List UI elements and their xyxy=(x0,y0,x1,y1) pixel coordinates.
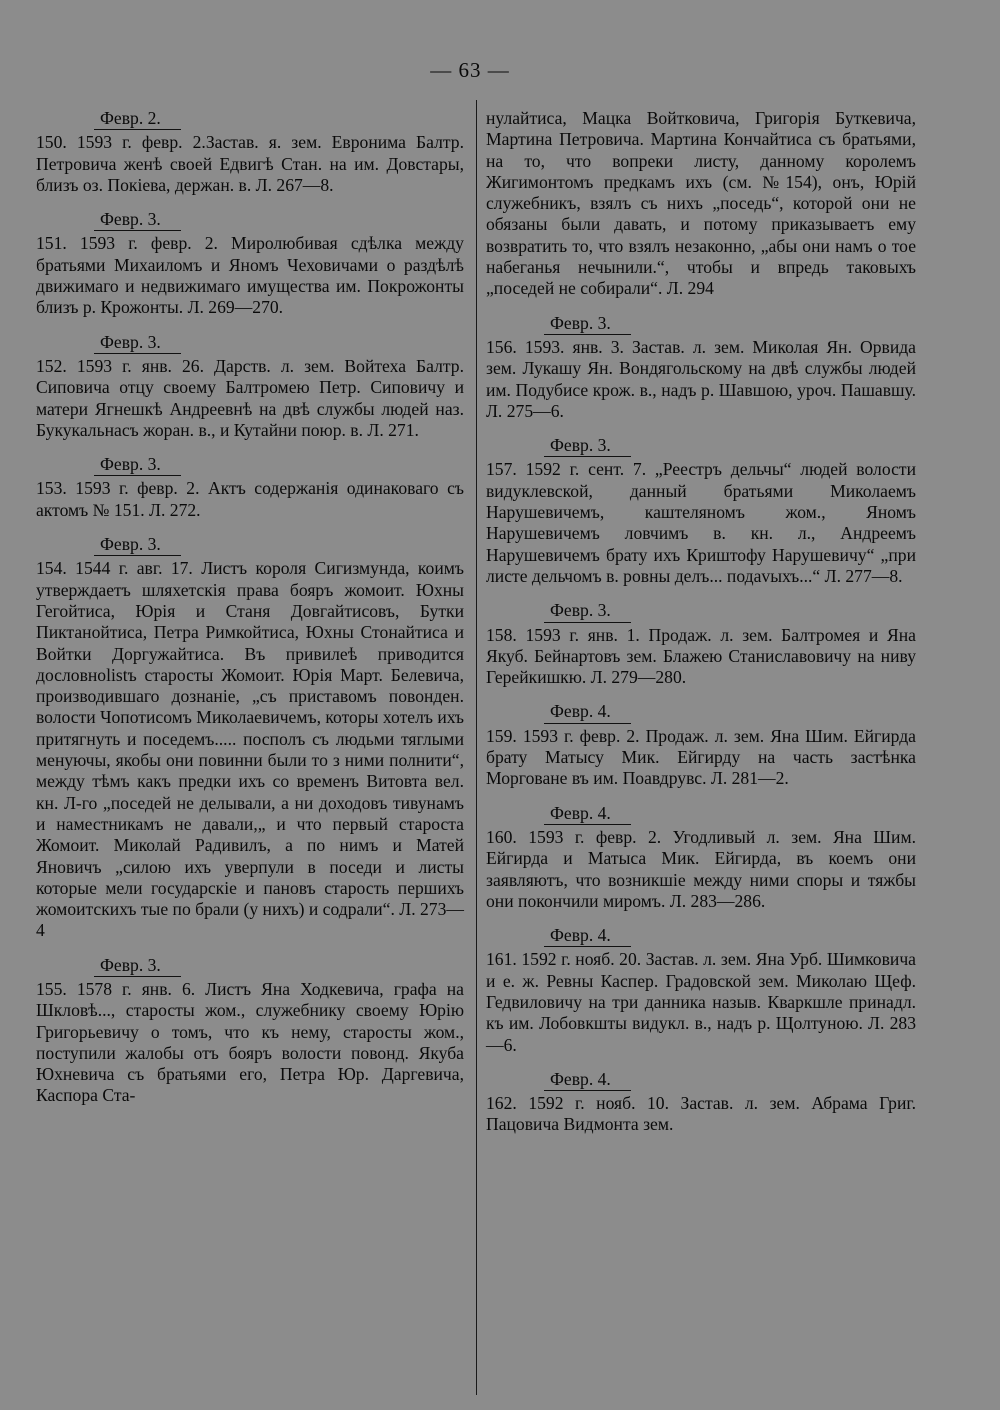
entry-text: 1592 г. сент. 7. „Реестръ дельчы“ людей волости видуклевской, данный братьями Миколаемъ Нарушевичемъ, каштеляномъ жом., Яномъ Нарушевичемъ ловчимъ в. кн. л., Андреемъ Нарушевичемъ брату ихъ Криштофу Нарушевичу“ „при листе дельчомъ в. ровны делъ... подаvыхъ...“ Л. 277—8. xyxy=(486,459,916,586)
entry-date: Февр. 2. xyxy=(94,108,181,130)
entry-number: 160. xyxy=(486,826,517,847)
entry-159 xyxy=(486,701,916,789)
entry-text: 1593 г. февр. 2. Угодливый л. зем. Яна Шим. Ейгирда и Матыса Мик. Ейгирда, въ коемъ они заявляютъ, что возникшiе между ними споры и тяжбы они покончили миромъ. Л. 283—286. xyxy=(486,826,917,911)
entry-number: 155. xyxy=(36,978,67,999)
entry-number: 154. xyxy=(36,558,67,579)
entry-date: Февр. 4. xyxy=(544,925,631,947)
page-number: — 63 — xyxy=(430,58,510,82)
entry-160 xyxy=(486,803,916,912)
entry-date: Февр. 3. xyxy=(544,313,631,335)
entry-162 xyxy=(486,1069,916,1136)
entry-156 xyxy=(486,313,916,422)
left-column xyxy=(36,108,464,1120)
entry-text: 1592 г. нояб. 20. Застав. л. зем. Яна Урб. Шимковича и е. ж. Ревны Каспер. Градовской зем. Миколаю Щеф. Гедвиловичу на три данника назыв. Кваркшле принадл. къ им. Лобовкшты видукл. в., надъ р. Щолтуною. Л. 283—6. xyxy=(486,949,916,1055)
entry-161 xyxy=(486,925,916,1056)
entry-date: Февр. 3. xyxy=(94,534,181,556)
entry-text: 1578 г. янв. 6. Листъ Яна Ходкевича, графа на Шкловѣ..., старосты жом., служебнику своему Юрiю Григорьевичу о томъ, что къ нему, старосты жом., поступили жалобы отъ бояръ волости повонд. Якуба Юхневича съ братьями его, Петра Юр. Даргевича, Каспора Ста- xyxy=(36,978,464,1106)
entry-number: 151. xyxy=(36,233,67,254)
entry-154 xyxy=(36,534,464,942)
entry-text: 1593 г. февр. 2. Продаж. л. зем. Яна Шим. Ейгирда брату Матысу Мик. Ейгирду на часть застѣнка Морговане въ им. Поавдрувс. Л. 281—2. xyxy=(486,725,916,789)
entry-150 xyxy=(36,108,464,196)
entry-157 xyxy=(486,435,916,587)
entry-date: Февр. 3. xyxy=(94,209,181,231)
entry-text: 1593 г. февр. 2. Актъ содержанiя одинаковаго съ актомъ № 151. Л. 272. xyxy=(36,478,464,520)
entry-number: 162. xyxy=(486,1093,517,1114)
entry-text: 1593 г. февр. 2. Миролюбивая сдѣлка между братьями Михаиломъ и Яномъ Чеховичами о раздѣлѣ движимаго и недвижимаго имущества им. Покрожонты близъ р. Крожонты. Л. 269—270. xyxy=(36,233,464,318)
entry-151 xyxy=(36,209,464,318)
column-divider xyxy=(476,100,477,1395)
entry-number: 152. xyxy=(36,355,67,376)
entry-date: Февр. 4. xyxy=(544,1069,631,1091)
entry-date: Февр. 3. xyxy=(94,332,181,354)
entry-number: 161. xyxy=(486,949,517,970)
entry-date: Февр. 3. xyxy=(94,454,181,476)
entry-text: 1593 г. янв. 26. Дарств. л. зем. Войтеха Балтр. Сиповича отцу своему Балтромею Петр. Сиповичу и матери Ягнешкѣ Андреевнѣ на двѣ службы людей наз. Букукальнасъ жоран. в., и Кутайни поюр. в. Л. 271. xyxy=(36,355,464,440)
entry-text: 1544 г. авг. 17. Листъ короля Сигизмунда, коимъ утверждаетъ шляхетскiя права бояръ жомоит. Юхны Гегойтиса, Юрiя и Станя Довгайтисовъ, Бутки Пиктанойтиса, Петра Римкойтиса, Юхны Стонайтиса и Войтки Доргужайтиса. Въ привилеѣ приводится дословноlistъ старосты Жомоит. Юрiя Март. Белевича, производившаго дознанiе, „съ приставомъ повонден. волости Чопотисомъ Миколаевичемъ, которы хотелъ ихъ притягнуть и поседемъ..... посполъ съ людьми тяглыми менуючы, якобы они повинни были то з ними полнити“, между тѣмъ какъ предки ихъ со временъ Витовта вел. кн. Л-го „поседей не делывали, а ни доходовъ тивунамъ и наместникамъ не давали,„ и что первый староста Жомоит. Миколай Радивилъ, а по нимъ и Матей Яновичъ „силою ихъ уверпули в поседи и листы которые мели государскiе и пановъ старость першихъ жомоитскихъ тые по брали (у нихъ) и содрали“. Л. 273—4 xyxy=(36,558,464,941)
entry-date: Февр. 4. xyxy=(544,803,631,825)
entry-text: 1592 г. нояб. 10. Застав. л. зем. Абрама Григ. Пацовича Видмонта зем. xyxy=(486,1093,917,1135)
entry-date: Февр. 3. xyxy=(544,435,631,457)
entry-date: Февр. 3. xyxy=(544,600,631,622)
right-column xyxy=(486,108,916,1149)
entry-152 xyxy=(36,332,464,441)
entry-number: 159. xyxy=(486,725,517,746)
entry-number: 157. xyxy=(486,459,517,480)
entry-number: 156. xyxy=(486,336,517,357)
entry-text: 1593 г. янв. 1. Продаж. л. зем. Балтромея и Яна Якуб. Бейнартовъ зем. Блажею Станиславовичу на ниву Герейкишкю. Л. 279—280. xyxy=(486,624,916,688)
entry-number: 158. xyxy=(486,624,517,645)
entry-number: 153. xyxy=(36,478,67,499)
entry-155 xyxy=(36,955,464,1107)
entry-155-continuation: нулайтиса, Мацка Войтковича, Григорiя Буткевича, Мартина Петровича. Мартина Кончайтиса съ братьями, на то, что вопреки листу, данному королемъ Жигимонтомъ предкамъ ихъ (см. №154), онъ, Юрiй служебникъ, взялъ съ нихъ „поседь“, которой они не обязаны были давать, и потому приказываетъ ему возвратить то, что взялъ незаконно, „абы они намъ о тое набеганья нечынили.“, чтобы и впредь таковыхъ „поседей не собирали“. Л. 294 xyxy=(486,108,916,299)
entry-text: 1593 г. февр. 2.Застав. я. зем. Евронима Балтр. Петровича женѣ своей Едвигѣ Стан. на им. Довстары, близъ оз. Покiева, держан. в. Л. 267—8. xyxy=(36,132,464,195)
entry-158 xyxy=(486,600,916,688)
entry-date: Февр. 4. xyxy=(544,701,631,723)
entry-text: 1593. янв. 3. Застав. л. зем. Миколая Ян. Орвида зем. Лукашу Ян. Вондягольскому на двѣ службы людей им. Подубисе крож. в., надъ р. Шавшою, уроч. Пашавшу. Л. 275—6. xyxy=(486,336,916,421)
entry-number: 150. xyxy=(36,132,67,153)
entry-date: Февр. 3. xyxy=(94,955,181,977)
entry-153 xyxy=(36,454,464,521)
